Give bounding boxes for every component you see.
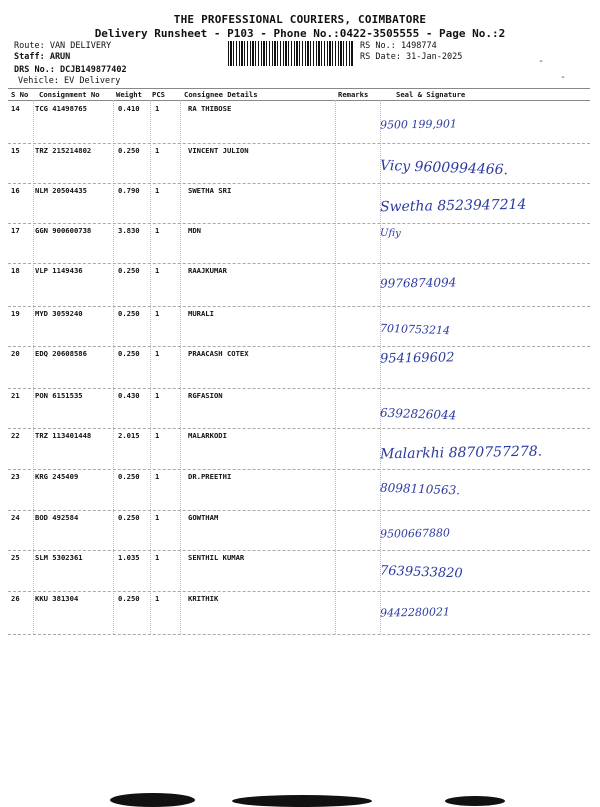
row-separator [8,591,590,592]
row-sno: 22 [11,431,20,440]
column-divider [33,100,34,634]
column-header-pcs: PCS [152,90,165,99]
staff-label: Staff: ARUN [14,52,71,62]
row-pcs: 1 [155,513,160,522]
rs-number: RS No.: 1498774 [360,41,437,51]
row-separator [8,550,590,551]
row-pcs: 1 [155,472,160,481]
row-sno: 18 [11,266,20,275]
row-weight: 0.250 [118,594,140,603]
row-sno: 17 [11,226,20,235]
document-subtitle: Delivery Runsheet - P103 - Phone No.:0422-3505555 - Page No.:2 [94,27,506,40]
column-divider [150,100,151,634]
row-consignee: RA THIBOSE [188,104,232,113]
row-consignment-no: SLM 5302361 [35,553,83,562]
row-sno: 23 [11,472,20,481]
row-consignment-no: EDQ 20608586 [35,349,87,358]
row-consignment-no: KRG 245409 [35,472,79,481]
row-consignment-no: VLP 1149436 [35,266,83,275]
handwritten-signature: 954169602 [379,350,455,367]
row-separator [8,388,590,389]
row-sno: 24 [11,513,20,522]
row-weight: 0.790 [118,186,140,195]
row-pcs: 1 [155,553,160,562]
row-consignment-no: KKU 381304 [35,594,79,603]
handwritten-signature: 6392826044 [379,405,457,423]
row-consignment-no: TCG 41498765 [35,104,87,113]
row-separator [8,143,590,144]
row-pcs: 1 [155,104,160,113]
handwritten-signature: Vicy 9600994466. [379,157,509,179]
row-consignee: RGFASION [188,391,223,400]
column-header-consignee: Consignee Details [184,90,258,99]
row-consignee: SENTHIL KUMAR [188,553,245,562]
handwritten-signature: Ufiy [379,227,401,240]
row-weight: 0.250 [118,309,140,318]
row-pcs: 1 [155,594,160,603]
row-consignee: MURALI [188,309,214,318]
row-consignee: KRITHIK [188,594,219,603]
row-weight: 0.250 [118,266,140,275]
drs-number: DRS No.: DCJB149877402 [14,65,127,75]
vehicle-label: Vehicle: EV Delivery [18,76,121,86]
row-separator [8,223,590,224]
table-header-rule [8,100,590,101]
row-weight: 0.250 [118,146,140,155]
row-consignment-no: NLM 20504435 [35,186,87,195]
handwritten-signature: 9500667880 [379,526,451,541]
column-divider [180,100,181,634]
row-consignee: GOWTHAM [188,513,219,522]
row-weight: 0.250 [118,349,140,358]
row-consignment-no: BOD 492584 [35,513,79,522]
handwritten-signature: 7639533820 [379,563,463,582]
row-separator [8,510,590,511]
row-weight: 0.430 [118,391,140,400]
row-sno: 25 [11,553,20,562]
row-weight: 0.250 [118,513,140,522]
row-weight: 0.410 [118,104,140,113]
row-consignment-no: TRZ 113401448 [35,431,92,440]
row-pcs: 1 [155,266,160,275]
row-sno: 15 [11,146,20,155]
column-divider [113,100,114,634]
row-separator [8,428,590,429]
row-consignee: DR.PREETHI [188,472,232,481]
row-pcs: 1 [155,226,160,235]
handwritten-signature: 8098110563. [379,480,461,498]
row-pcs: 1 [155,309,160,318]
row-weight: 3.830 [118,226,140,235]
row-pcs: 1 [155,349,160,358]
stray-mark: - [560,72,567,83]
handwritten-signature: Swetha 8523947214 [379,196,527,216]
row-weight: 0.250 [118,472,140,481]
column-divider [335,100,336,634]
scan-edge-blot [232,795,372,807]
row-consignee: RAAJKUMAR [188,266,227,275]
row-consignee: SWETHA SRI [188,186,232,195]
handwritten-signature: 9500 199,901 [379,117,458,132]
row-sno: 26 [11,594,20,603]
row-consignee: PRAACASH COTEX [188,349,249,358]
stray-mark: - [538,56,545,67]
row-consignee: VINCENT JULION [188,146,249,155]
row-consignment-no: PON 6151535 [35,391,83,400]
handwritten-signature: Malarkhi 8870757278. [379,443,543,463]
row-separator [8,469,590,470]
row-consignee: MALARKODI [188,431,227,440]
row-separator [8,634,590,635]
handwritten-signature: 7010753214 [379,321,451,338]
scan-edge-blot [110,793,195,807]
row-sno: 19 [11,309,20,318]
column-header-weight: Weight [116,90,142,99]
column-header-remarks: Remarks [338,90,369,99]
row-sno: 20 [11,349,20,358]
row-consignment-no: TRZ 215214802 [35,146,92,155]
column-header-consignment: Consignment No [39,90,100,99]
row-sno: 14 [11,104,20,113]
row-consignment-no: GGN 900600738 [35,226,92,235]
row-separator [8,306,590,307]
handwritten-signature: 9442280021 [379,605,451,620]
scan-edge-blot [445,796,505,806]
row-consignee: MDN [188,226,201,235]
handwritten-signature: 9976874094 [379,275,457,291]
rs-date: RS Date: 31-Jan-2025 [360,52,463,62]
column-divider [380,100,381,634]
column-header-seal: Seal & Signature [396,90,466,99]
row-consignment-no: MYD 3059240 [35,309,83,318]
row-pcs: 1 [155,431,160,440]
route-label: Route: VAN DELIVERY [14,41,112,51]
barcode [228,41,353,66]
row-separator [8,183,590,184]
row-pcs: 1 [155,146,160,155]
row-separator [8,346,590,347]
row-sno: 16 [11,186,20,195]
row-weight: 1.035 [118,553,140,562]
table-top-rule [8,88,590,89]
row-pcs: 1 [155,186,160,195]
row-weight: 2.015 [118,431,140,440]
row-separator [8,263,590,264]
row-pcs: 1 [155,391,160,400]
row-sno: 21 [11,391,20,400]
document-title: THE PROFESSIONAL COURIERS, COIMBATORE [173,13,427,26]
column-header-sno: S No [11,90,29,99]
